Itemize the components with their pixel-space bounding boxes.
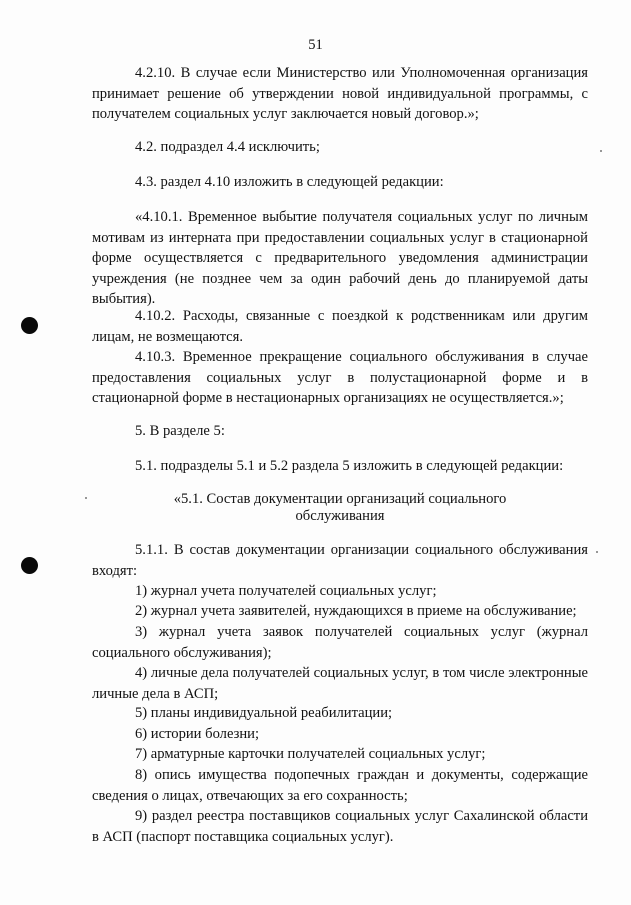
section-heading	[92, 491, 588, 525]
list-item: 9) раздел реестра поставщиков социальных услуг Сахалинской области в АСП (паспорт поставщика социальных услуг).	[92, 808, 588, 845]
heading-line-1: «5.1. Состав документации организаций социального	[173, 491, 507, 507]
punch-hole-top	[21, 317, 38, 334]
list-item: 8) опись имущества подопечных граждан и документы, содержащие сведения о лицах, отвечающих за его сохранность;	[92, 767, 588, 804]
paragraph-4-10-3: 4.10.3. Временное прекращение социального обслуживания в случае предоставления социальных услуг в полустационарной форме и в стационарной форме в нестационарных организациях не осуществляется.»;	[92, 349, 588, 407]
list-item: 7) арматурные карточки получателей социальных услуг;	[135, 746, 486, 762]
list-item: 5) планы индивидуальной реабилитации;	[135, 705, 393, 721]
punch-hole-bottom	[21, 557, 38, 574]
paragraph-5-1: 5.1. подразделы 5.1 и 5.2 раздела 5 изложить в следующей редакции:	[135, 458, 564, 474]
paragraph-5: 5. В разделе 5:	[135, 423, 225, 439]
list-item: 2) журнал учета заявителей, нуждающихся в приеме на обслуживание;	[135, 603, 577, 619]
paragraph-4-3: 4.3. раздел 4.10 изложить в следующей редакции:	[135, 174, 444, 190]
paragraph-5-1-1: 5.1.1. В состав документации организации социального обслуживания входят:	[92, 542, 588, 579]
paragraph-4-2-10: 4.2.10. В случае если Министерство или Уполномоченная организация принимает решение об утверждении новой индивидуальной программы, с получателем социальных услуг заключается новый договор.»;	[92, 65, 588, 123]
scan-speck	[600, 150, 602, 152]
list-item: 6) истории болезни;	[135, 726, 260, 742]
list-item: 3) журнал учета заявок получателей социальных услуг (журнал социального обслуживания);	[92, 624, 588, 661]
heading-line-2: обслуживания	[295, 508, 385, 524]
paragraph-4-10-1: «4.10.1. Временное выбытие получателя социальных услуг по личным мотивам из интерната при предоставлении социальных услуг в стационарной форме осуществляется с предварительного уведомления администрации учреждения (не позднее чем за один рабочий день до планируемой даты выбытия).	[92, 209, 588, 308]
scan-speck	[85, 497, 87, 499]
page-number: 51	[308, 37, 323, 53]
list-item: 4) личные дела получателей социальных услуг, в том числе электронные личные дела в АСП;	[92, 665, 588, 702]
list-item: 1) журнал учета получателей социальных услуг;	[135, 583, 437, 599]
scan-speck	[596, 551, 598, 553]
paragraph-4-10-2: 4.10.2. Расходы, связанные с поездкой к родственникам или другим лицам, не возмещаются.	[92, 308, 588, 345]
paragraph-4-2: 4.2. подраздел 4.4 исключить;	[135, 139, 320, 155]
